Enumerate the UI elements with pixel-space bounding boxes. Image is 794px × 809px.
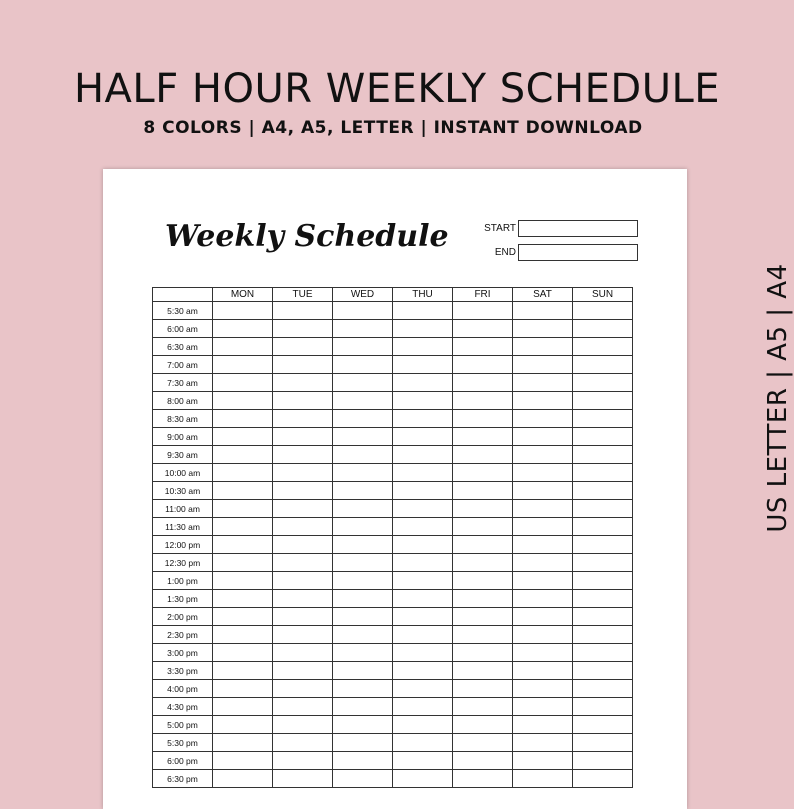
schedule-cell-tue[interactable] (273, 464, 333, 482)
time-label: 12:00 pm (153, 536, 213, 554)
schedule-cell-thu[interactable] (393, 608, 453, 626)
schedule-cell-wed[interactable] (333, 392, 393, 410)
schedule-cell-thu[interactable] (393, 752, 453, 770)
table-row (153, 428, 633, 446)
schedule-cell-mon[interactable] (213, 572, 273, 590)
schedule-cell-wed[interactable] (333, 500, 393, 518)
schedule-cell-sat[interactable] (513, 392, 573, 410)
table-row (153, 482, 633, 500)
time-label: 2:00 pm (153, 608, 213, 626)
schedule-cell-fri[interactable] (453, 752, 513, 770)
schedule-cell-sun[interactable] (573, 536, 633, 554)
schedule-cell-mon[interactable] (213, 410, 273, 428)
sheet-title: Weekly Schedule (165, 219, 449, 254)
schedule-cell-sat[interactable] (513, 500, 573, 518)
time-label: 11:00 am (153, 500, 213, 518)
table-row (153, 320, 633, 338)
table-row (153, 734, 633, 752)
schedule-cell-wed[interactable] (333, 410, 393, 428)
schedule-cell-thu[interactable] (393, 374, 453, 392)
schedule-cell-mon[interactable] (213, 608, 273, 626)
schedule-cell-wed[interactable] (333, 356, 393, 374)
schedule-cell-fri[interactable] (453, 392, 513, 410)
schedule-cell-mon[interactable] (213, 734, 273, 752)
schedule-cell-tue[interactable] (273, 536, 333, 554)
schedule-cell-fri[interactable] (453, 356, 513, 374)
schedule-cell-sun[interactable] (573, 356, 633, 374)
schedule-cell-fri[interactable] (453, 554, 513, 572)
schedule-cell-sun[interactable] (573, 320, 633, 338)
table-row (153, 770, 633, 788)
time-label: 3:30 pm (153, 662, 213, 680)
schedule-cell-thu[interactable] (393, 320, 453, 338)
schedule-cell-sat[interactable] (513, 698, 573, 716)
schedule-sheet (103, 169, 687, 809)
schedule-cell-fri[interactable] (453, 410, 513, 428)
time-label: 12:30 pm (153, 554, 213, 572)
schedule-cell-mon[interactable] (213, 644, 273, 662)
schedule-cell-sun[interactable] (573, 302, 633, 320)
schedule-cell-sat[interactable] (513, 356, 573, 374)
table-row (153, 716, 633, 734)
schedule-cell-thu[interactable] (393, 500, 453, 518)
schedule-cell-fri[interactable] (453, 572, 513, 590)
time-label: 1:00 pm (153, 572, 213, 590)
schedule-cell-thu[interactable] (393, 698, 453, 716)
schedule-cell-wed[interactable] (333, 716, 393, 734)
schedule-cell-tue[interactable] (273, 644, 333, 662)
schedule-cell-tue[interactable] (273, 356, 333, 374)
schedule-cell-fri[interactable] (453, 428, 513, 446)
schedule-cell-sat[interactable] (513, 752, 573, 770)
schedule-cell-thu[interactable] (393, 482, 453, 500)
schedule-cell-mon[interactable] (213, 680, 273, 698)
table-row (153, 662, 633, 680)
schedule-cell-sun[interactable] (573, 518, 633, 536)
schedule-cell-fri[interactable] (453, 608, 513, 626)
schedule-cell-sat[interactable] (513, 374, 573, 392)
start-label: START (484, 223, 516, 234)
schedule-cell-sat[interactable] (513, 482, 573, 500)
schedule-cell-thu[interactable] (393, 716, 453, 734)
day-header-fri: FRI (453, 288, 513, 302)
schedule-cell-thu[interactable] (393, 770, 453, 788)
schedule-cell-mon[interactable] (213, 554, 273, 572)
start-field[interactable] (518, 220, 638, 237)
schedule-cell-wed[interactable] (333, 608, 393, 626)
schedule-cell-tue[interactable] (273, 500, 333, 518)
schedule-cell-wed[interactable] (333, 518, 393, 536)
schedule-cell-sun[interactable] (573, 752, 633, 770)
schedule-cell-sun[interactable] (573, 662, 633, 680)
schedule-cell-mon[interactable] (213, 446, 273, 464)
schedule-cell-wed[interactable] (333, 662, 393, 680)
day-header-wed: WED (333, 288, 393, 302)
time-header-cell (153, 288, 213, 302)
schedule-cell-fri[interactable] (453, 626, 513, 644)
schedule-cell-fri[interactable] (453, 338, 513, 356)
time-label: 7:30 am (153, 374, 213, 392)
schedule-cell-wed[interactable] (333, 446, 393, 464)
schedule-cell-sun[interactable] (573, 626, 633, 644)
schedule-cell-fri[interactable] (453, 662, 513, 680)
schedule-cell-sat[interactable] (513, 464, 573, 482)
schedule-cell-fri[interactable] (453, 500, 513, 518)
schedule-cell-sat[interactable] (513, 536, 573, 554)
schedule-cell-tue[interactable] (273, 428, 333, 446)
schedule-cell-sun[interactable] (573, 428, 633, 446)
time-label: 8:00 am (153, 392, 213, 410)
schedule-cell-fri[interactable] (453, 482, 513, 500)
schedule-cell-mon[interactable] (213, 392, 273, 410)
schedule-cell-sat[interactable] (513, 644, 573, 662)
schedule-cell-thu[interactable] (393, 302, 453, 320)
schedule-cell-sun[interactable] (573, 500, 633, 518)
schedule-cell-mon[interactable] (213, 752, 273, 770)
schedule-cell-sun[interactable] (573, 338, 633, 356)
schedule-cell-mon[interactable] (213, 464, 273, 482)
time-label: 10:00 am (153, 464, 213, 482)
schedule-cell-sun[interactable] (573, 374, 633, 392)
schedule-cell-fri[interactable] (453, 716, 513, 734)
start-field-row (484, 220, 638, 237)
schedule-cell-mon[interactable] (213, 302, 273, 320)
table-row (153, 752, 633, 770)
schedule-cell-sat[interactable] (513, 662, 573, 680)
schedule-cell-fri[interactable] (453, 536, 513, 554)
end-label: END (494, 247, 516, 258)
schedule-cell-mon[interactable] (213, 374, 273, 392)
schedule-cell-sun[interactable] (573, 572, 633, 590)
schedule-cell-sat[interactable] (513, 716, 573, 734)
table-row (153, 680, 633, 698)
end-field-row (495, 244, 638, 261)
schedule-cell-sun[interactable] (573, 482, 633, 500)
schedule-cell-sun[interactable] (573, 716, 633, 734)
schedule-cell-tue[interactable] (273, 320, 333, 338)
schedule-cell-sat[interactable] (513, 338, 573, 356)
schedule-cell-sun[interactable] (573, 734, 633, 752)
time-label: 6:00 pm (153, 752, 213, 770)
table-row (153, 608, 633, 626)
schedule-cell-mon[interactable] (213, 590, 273, 608)
schedule-cell-wed[interactable] (333, 680, 393, 698)
schedule-cell-wed[interactable] (333, 554, 393, 572)
time-label: 8:30 am (153, 410, 213, 428)
schedule-cell-wed[interactable] (333, 464, 393, 482)
schedule-cell-fri[interactable] (453, 464, 513, 482)
schedule-cell-tue[interactable] (273, 608, 333, 626)
schedule-cell-thu[interactable] (393, 536, 453, 554)
schedule-cell-wed[interactable] (333, 428, 393, 446)
end-field[interactable] (518, 244, 638, 261)
time-label: 11:30 am (153, 518, 213, 536)
schedule-cell-tue[interactable] (273, 734, 333, 752)
schedule-grid (152, 287, 633, 788)
schedule-cell-fri[interactable] (453, 680, 513, 698)
schedule-cell-mon[interactable] (213, 662, 273, 680)
time-label: 10:30 am (153, 482, 213, 500)
day-header-tue: TUE (273, 288, 333, 302)
schedule-cell-sat[interactable] (513, 734, 573, 752)
grid-header-row (153, 288, 633, 302)
schedule-cell-sat[interactable] (513, 518, 573, 536)
schedule-cell-wed[interactable] (333, 644, 393, 662)
schedule-cell-wed[interactable] (333, 752, 393, 770)
schedule-cell-sat[interactable] (513, 680, 573, 698)
schedule-cell-sat[interactable] (513, 446, 573, 464)
schedule-cell-sun[interactable] (573, 410, 633, 428)
table-row (153, 536, 633, 554)
schedule-cell-mon[interactable] (213, 716, 273, 734)
schedule-cell-wed[interactable] (333, 590, 393, 608)
schedule-cell-fri[interactable] (453, 446, 513, 464)
time-label: 1:30 pm (153, 590, 213, 608)
schedule-cell-thu[interactable] (393, 662, 453, 680)
schedule-cell-sun[interactable] (573, 554, 633, 572)
table-row (153, 500, 633, 518)
schedule-cell-mon[interactable] (213, 482, 273, 500)
schedule-cell-thu[interactable] (393, 518, 453, 536)
schedule-cell-thu[interactable] (393, 626, 453, 644)
schedule-cell-tue[interactable] (273, 752, 333, 770)
schedule-cell-thu[interactable] (393, 680, 453, 698)
schedule-cell-tue[interactable] (273, 698, 333, 716)
schedule-cell-thu[interactable] (393, 590, 453, 608)
schedule-cell-tue[interactable] (273, 716, 333, 734)
schedule-cell-thu[interactable] (393, 554, 453, 572)
schedule-cell-wed[interactable] (333, 572, 393, 590)
schedule-cell-fri[interactable] (453, 644, 513, 662)
day-header-thu: THU (393, 288, 453, 302)
day-header-mon: MON (213, 288, 273, 302)
schedule-cell-tue[interactable] (273, 374, 333, 392)
schedule-cell-mon[interactable] (213, 320, 273, 338)
time-label: 5:30 pm (153, 734, 213, 752)
schedule-cell-mon[interactable] (213, 626, 273, 644)
schedule-cell-tue[interactable] (273, 410, 333, 428)
day-header-sat: SAT (513, 288, 573, 302)
time-label: 7:00 am (153, 356, 213, 374)
time-label: 9:00 am (153, 428, 213, 446)
table-row (153, 554, 633, 572)
time-label: 9:30 am (153, 446, 213, 464)
subline: 8 COLORS | A4, A5, LETTER | INSTANT DOWNLOAD (143, 118, 643, 138)
schedule-cell-mon[interactable] (213, 338, 273, 356)
schedule-cell-sat[interactable] (513, 572, 573, 590)
schedule-cell-thu[interactable] (393, 356, 453, 374)
schedule-cell-sun[interactable] (573, 770, 633, 788)
schedule-cell-mon[interactable] (213, 500, 273, 518)
schedule-cell-thu[interactable] (393, 338, 453, 356)
schedule-cell-tue[interactable] (273, 662, 333, 680)
schedule-cell-tue[interactable] (273, 446, 333, 464)
schedule-cell-wed[interactable] (333, 338, 393, 356)
schedule-cell-thu[interactable] (393, 572, 453, 590)
schedule-cell-mon[interactable] (213, 428, 273, 446)
schedule-cell-sat[interactable] (513, 320, 573, 338)
schedule-cell-wed[interactable] (333, 698, 393, 716)
schedule-cell-mon[interactable] (213, 536, 273, 554)
schedule-cell-thu[interactable] (393, 734, 453, 752)
schedule-cell-tue[interactable] (273, 338, 333, 356)
schedule-cell-sat[interactable] (513, 554, 573, 572)
schedule-cell-wed[interactable] (333, 536, 393, 554)
schedule-cell-wed[interactable] (333, 770, 393, 788)
schedule-cell-tue[interactable] (273, 770, 333, 788)
schedule-cell-sun[interactable] (573, 644, 633, 662)
schedule-cell-thu[interactable] (393, 392, 453, 410)
schedule-cell-sat[interactable] (513, 302, 573, 320)
table-row (153, 392, 633, 410)
schedule-cell-tue[interactable] (273, 392, 333, 410)
schedule-cell-sat[interactable] (513, 590, 573, 608)
schedule-cell-fri[interactable] (453, 374, 513, 392)
schedule-cell-wed[interactable] (333, 302, 393, 320)
table-row (153, 626, 633, 644)
schedule-cell-wed[interactable] (333, 626, 393, 644)
schedule-cell-tue[interactable] (273, 518, 333, 536)
schedule-cell-sun[interactable] (573, 680, 633, 698)
time-label: 4:30 pm (153, 698, 213, 716)
schedule-cell-fri[interactable] (453, 734, 513, 752)
time-label: 5:00 pm (153, 716, 213, 734)
time-label: 6:30 am (153, 338, 213, 356)
table-row (153, 410, 633, 428)
schedule-cell-fri[interactable] (453, 770, 513, 788)
table-row (153, 356, 633, 374)
schedule-cell-sun[interactable] (573, 590, 633, 608)
time-label: 4:00 pm (153, 680, 213, 698)
schedule-cell-mon[interactable] (213, 356, 273, 374)
schedule-cell-tue[interactable] (273, 302, 333, 320)
schedule-cell-wed[interactable] (333, 320, 393, 338)
table-row (153, 374, 633, 392)
day-header-sun: SUN (573, 288, 633, 302)
schedule-cell-thu[interactable] (393, 644, 453, 662)
schedule-cell-tue[interactable] (273, 626, 333, 644)
time-label: 6:00 am (153, 320, 213, 338)
side-format-text: US LETTER | A5 | A4 (763, 263, 793, 533)
table-row (153, 698, 633, 716)
schedule-cell-sat[interactable] (513, 410, 573, 428)
schedule-cell-sun[interactable] (573, 464, 633, 482)
schedule-cell-thu[interactable] (393, 410, 453, 428)
schedule-cell-wed[interactable] (333, 734, 393, 752)
schedule-cell-sun[interactable] (573, 698, 633, 716)
time-label: 2:30 pm (153, 626, 213, 644)
table-row (153, 590, 633, 608)
schedule-cell-wed[interactable] (333, 374, 393, 392)
table-row (153, 644, 633, 662)
schedule-cell-tue[interactable] (273, 572, 333, 590)
time-label: 6:30 pm (153, 770, 213, 788)
table-row (153, 572, 633, 590)
schedule-cell-fri[interactable] (453, 320, 513, 338)
table-row (153, 338, 633, 356)
schedule-cell-sun[interactable] (573, 608, 633, 626)
schedule-cell-sat[interactable] (513, 770, 573, 788)
schedule-cell-fri[interactable] (453, 590, 513, 608)
schedule-cell-mon[interactable] (213, 698, 273, 716)
schedule-cell-fri[interactable] (453, 698, 513, 716)
schedule-cell-thu[interactable] (393, 464, 453, 482)
table-row (153, 518, 633, 536)
table-row (153, 446, 633, 464)
schedule-cell-fri[interactable] (453, 518, 513, 536)
schedule-cell-sat[interactable] (513, 626, 573, 644)
schedule-cell-tue[interactable] (273, 590, 333, 608)
table-row (153, 464, 633, 482)
schedule-cell-mon[interactable] (213, 518, 273, 536)
schedule-cell-tue[interactable] (273, 554, 333, 572)
schedule-cell-wed[interactable] (333, 482, 393, 500)
headline: HALF HOUR WEEKLY SCHEDULE (73, 66, 721, 112)
schedule-cell-thu[interactable] (393, 428, 453, 446)
schedule-cell-fri[interactable] (453, 302, 513, 320)
schedule-cell-mon[interactable] (213, 770, 273, 788)
time-label: 3:00 pm (153, 644, 213, 662)
schedule-cell-sat[interactable] (513, 428, 573, 446)
schedule-cell-sat[interactable] (513, 608, 573, 626)
schedule-cell-sun[interactable] (573, 446, 633, 464)
schedule-cell-thu[interactable] (393, 446, 453, 464)
table-row (153, 302, 633, 320)
time-label: 5:30 am (153, 302, 213, 320)
schedule-cell-tue[interactable] (273, 680, 333, 698)
grid-body (153, 302, 633, 788)
schedule-cell-sun[interactable] (573, 392, 633, 410)
schedule-cell-tue[interactable] (273, 482, 333, 500)
